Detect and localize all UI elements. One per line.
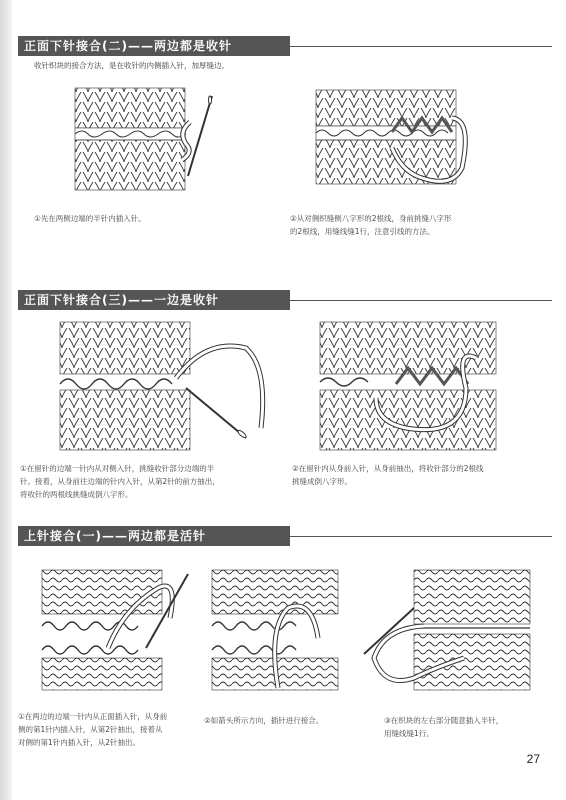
section-1-title: 正面下针接合(二)——两边都是收针 bbox=[18, 36, 290, 56]
caption-line: 将收针的两根线挑缝成倒八字形。 bbox=[20, 490, 133, 499]
section-1-rule bbox=[290, 46, 552, 47]
caption-3-3 bbox=[384, 714, 503, 740]
section-2-rule bbox=[290, 300, 552, 301]
caption-line: 挑缝成倒八字形。 bbox=[292, 477, 352, 486]
section-2-title: 正面下针接合(三)——一边是收针 bbox=[18, 290, 290, 310]
caption-3-2 bbox=[204, 714, 323, 727]
caption-line: ①在留针的边端一针内从对侧入针，挑缝收针部分边端的半 bbox=[20, 464, 215, 473]
section-3-rule bbox=[290, 536, 552, 537]
figure-3-3 bbox=[354, 568, 534, 694]
page-number: 27 bbox=[526, 752, 540, 766]
figure-2-1 bbox=[56, 318, 276, 458]
caption-line: 用缝线缝1行。 bbox=[384, 729, 434, 738]
caption-line: 侧的第1针内插入针，从第2针抽出，接着从 bbox=[18, 725, 163, 734]
caption-3-1 bbox=[18, 710, 167, 749]
section-1-intro: 收针织块的接合方法，是在收针的内侧插入针，加厚缝边。 bbox=[34, 61, 229, 70]
figure-2-2 bbox=[316, 318, 506, 458]
caption-line: ②从对侧织缝侧八字形的2根线，身前挑缝八字形 bbox=[290, 214, 452, 223]
caption-line: 的2根线，用缝线缝1行，注意引线的方法。 bbox=[290, 227, 435, 236]
section-3-title: 上针接合(一)——两边都是活针 bbox=[18, 526, 290, 546]
caption-1-1 bbox=[34, 212, 146, 225]
caption-line: 针。接着，从身前往边端的针内入针，从第2针的前方抽出， bbox=[20, 477, 220, 486]
caption-line: ②如箭头所示方向，插针进行接合。 bbox=[204, 716, 324, 725]
page-spine-shadow bbox=[0, 0, 12, 800]
caption-line: ①先在两侧边端的半针内插入针。 bbox=[34, 214, 146, 223]
caption-line: ②在留针内从身前入针，从身前抽出，将收针部分的2根线 bbox=[292, 464, 484, 473]
caption-line: ①在两边的边端一针内从正面插入针，从身前 bbox=[18, 712, 168, 721]
figure-3-1 bbox=[38, 568, 198, 694]
caption-2-2 bbox=[292, 462, 484, 488]
caption-line: 对侧的第1针内插入针，从2针抽出。 bbox=[18, 738, 141, 747]
figure-1-1 bbox=[70, 82, 220, 202]
figure-1-2 bbox=[312, 88, 492, 188]
caption-1-2 bbox=[290, 212, 452, 238]
caption-2-1 bbox=[20, 462, 220, 501]
figure-3-2 bbox=[208, 568, 344, 694]
caption-line: ③在织块的左右部分随意插入半针， bbox=[384, 716, 504, 725]
